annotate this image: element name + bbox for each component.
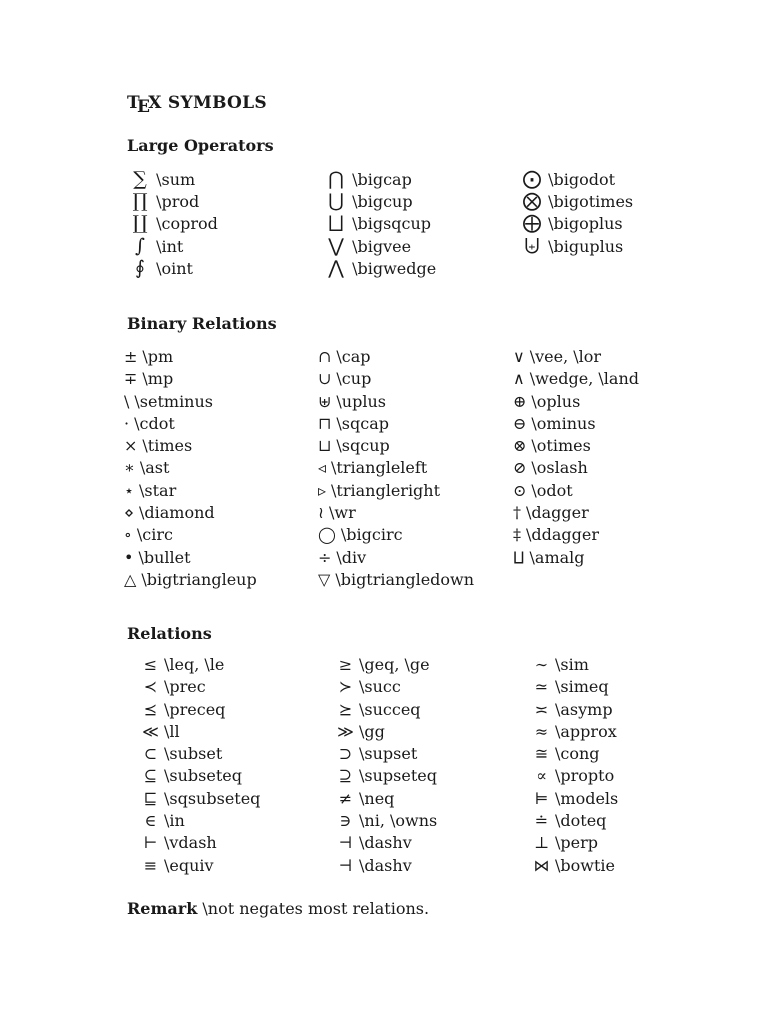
symbol-glyph: ≤ [143,655,158,674]
symbol-row [129,190,218,212]
symbol-glyph: ⨄ [524,234,540,257]
symbol-command: \bigvee [352,236,412,256]
symbol-glyph: ⋆ [124,480,135,500]
symbol-glyph: ∼ [534,655,549,674]
symbol-command: \int [156,236,184,256]
symbol-command: \pm [142,347,174,366]
symbol-row [124,368,257,390]
symbol-row [318,435,474,457]
symbol-row [513,457,639,479]
symbol-row [129,212,218,234]
symbol-command: \otimes [531,436,591,456]
symbol-row [513,413,639,435]
symbol-glyph: ‡ [513,525,521,545]
symbol-command: \leq, \le [164,655,225,674]
symbol-glyph: ∑ [133,168,147,190]
symbol-glyph: ≐ [534,811,549,831]
symbol-row [533,699,618,721]
symbol-glyph: ≅ [534,744,549,764]
symbol-row [513,547,639,569]
symbol-row [142,788,260,810]
symbol-row [521,168,633,190]
symbol-glyph: ⊔ [318,436,332,456]
symbol-command: \bigoplus [548,214,623,234]
symbol-command: \setminus [134,391,213,411]
symbol-glyph: ∨ [513,347,525,366]
title-text: SYMBOLS [161,93,267,113]
symbol-glyph: ⋂ [328,168,344,190]
symbol-command: \ast [139,458,170,478]
symbol-command: \propto [555,766,615,786]
symbol-row [318,346,474,368]
tex-logo-x: X [148,93,162,113]
symbol-command: \equiv [164,855,214,875]
symbol-command: \models [555,788,619,808]
symbol-row [533,654,618,676]
symbol-command: \oslash [531,458,588,478]
binary-relations-column-2 [318,346,474,591]
symbol-glyph: ⪯ [143,699,158,719]
symbol-row [129,168,218,190]
symbol-row [337,832,437,854]
relations-column-2 [337,654,437,877]
symbol-row [318,368,474,390]
symbol-glyph: ∮ [135,256,145,279]
symbol-glyph: † [513,503,521,523]
symbol-row [142,699,260,721]
symbol-row [337,765,437,787]
symbol-command: \star [139,480,177,500]
symbol-glyph: ⊖ [513,413,527,433]
symbol-glyph: ⊂ [143,744,158,764]
symbol-command: \vdash [164,833,217,853]
symbol-glyph: ⊑ [143,788,158,808]
large-operators-column-3 [521,168,633,257]
symbol-glyph: ⋈ [533,855,550,875]
symbol-glyph: ≈ [534,721,549,741]
page-title [127,93,267,117]
symbol-row [513,346,639,368]
symbol-row [533,676,618,698]
symbol-row [318,391,474,413]
symbol-command: \odot [531,480,573,500]
symbol-command: \amalg [529,547,585,567]
symbol-glyph: ∧ [513,369,525,389]
symbol-glyph: ⨆ [328,212,344,235]
symbol-command: \cdot [134,413,175,433]
symbol-command: \wedge, \land [529,369,639,389]
symbol-row [325,168,436,190]
symbol-row [337,788,437,810]
symbol-glyph: ≪ [142,721,159,741]
symbol-command: \bigcup [352,192,413,212]
binary-relations-column-3 [513,346,639,569]
symbol-row [533,832,618,854]
symbol-command: \doteq [555,811,607,831]
symbol-command: \sim [555,655,589,674]
symbol-row [325,190,436,212]
symbol-row [513,502,639,524]
symbol-glyph: ≥ [338,655,353,674]
symbol-glyph: ⪰ [338,699,353,719]
symbol-command: \approx [555,721,617,741]
symbol-command: \oplus [531,391,581,411]
symbol-glyph: ▹ [318,480,327,500]
symbol-row [318,502,474,524]
symbol-row [142,743,260,765]
symbol-glyph: ∈ [144,811,157,831]
symbol-glyph: ⊕ [513,391,527,411]
symbol-row [142,765,260,787]
relations-heading: Relations [127,624,212,643]
symbol-command: \sqcap [336,413,389,433]
symbol-glyph: ⨿ [513,547,525,567]
symbol-row [337,699,437,721]
symbol-row [318,547,474,569]
symbol-row [142,721,260,743]
symbol-glyph: ⊃ [338,744,353,764]
symbol-command: \cup [336,369,372,389]
symbol-row [521,235,633,257]
symbol-command: \biguplus [548,236,624,256]
symbol-row [337,676,437,698]
symbol-glyph: ⊗ [513,436,527,456]
symbol-command: \geq, \ge [359,655,430,674]
symbol-row [513,435,639,457]
symbol-glyph: ⊨ [534,788,549,808]
symbol-command: \asymp [555,699,613,719]
symbol-command: \subset [164,744,223,764]
symbol-row [533,765,618,787]
symbol-command: \ddagger [526,525,600,545]
relations-column-1 [142,654,260,877]
symbol-row [124,502,257,524]
symbol-row [513,368,639,390]
remark-label: Remark [127,899,198,918]
symbol-glyph: ∝ [536,766,547,786]
symbol-command: \subseteq [164,766,242,786]
symbol-glyph: ∘ [124,525,132,545]
symbol-glyph: ∫ [135,234,145,257]
symbol-command: \supset [359,744,418,764]
symbol-row [318,457,474,479]
symbol-command: \simeq [555,677,609,697]
tex-logo [127,93,162,117]
symbol-command: \dagger [526,503,589,523]
symbol-glyph: ⊥ [533,833,550,853]
symbol-command: \triangleright [331,480,441,500]
symbol-row [513,524,639,546]
symbol-glyph: ≃ [534,677,549,697]
tex-logo-t: T [127,93,140,113]
symbol-row [124,524,257,546]
symbol-command: \in [164,811,185,831]
symbol-row [337,743,437,765]
symbol-glyph: ÷ [318,547,332,567]
symbol-row [124,569,257,591]
symbol-glyph: ∋ [339,811,352,831]
symbol-command: \neq [359,788,395,808]
symbol-glyph: ⊙ [513,480,527,500]
symbol-command: \vee, \lor [529,347,602,366]
symbol-glyph: • [124,547,134,567]
symbol-command: \cong [555,744,600,764]
symbol-row [533,743,618,765]
symbol-glyph: × [124,436,138,456]
symbol-command: \perp [555,833,598,853]
symbol-command: \supseteq [359,766,437,786]
symbol-row [513,480,639,502]
symbol-command: \bigotimes [548,192,634,212]
symbol-row [124,457,257,479]
relations-column-3 [533,654,618,877]
symbol-command: \dashv [359,833,412,853]
symbol-glyph: ≠ [338,788,353,808]
symbol-command: \oint [156,258,193,278]
symbol-glyph: ⋀ [328,256,344,279]
symbol-row [325,212,436,234]
symbol-row [129,257,218,279]
symbol-command: \diamond [139,503,215,523]
symbol-glyph: ◯ [318,525,336,545]
symbol-command: \bowtie [555,855,615,875]
symbol-row [124,435,257,457]
symbol-command: \sum [156,170,196,189]
symbol-glyph: ⨂ [522,190,542,213]
binary-relations-column-1 [124,346,257,591]
symbol-glyph: ⨁ [522,212,542,235]
symbol-glyph: ∩ [318,347,332,366]
symbol-command: \succ [359,677,401,697]
symbol-glyph: ± [124,347,138,366]
symbol-glyph: ⊘ [513,458,527,478]
symbol-row [533,721,618,743]
symbol-command: \wr [329,503,356,523]
symbol-row [318,480,474,502]
symbol-row [337,855,437,877]
symbol-glyph: ∪ [318,369,332,389]
large-operators-column-1 [129,168,218,279]
symbol-command: \times [142,436,193,456]
symbol-command: \circ [136,525,173,545]
symbol-command: \ni, \owns [359,811,438,831]
symbol-row [513,391,639,413]
symbol-glyph: ≻ [338,677,353,697]
symbol-row [533,810,618,832]
symbol-command: \ominus [531,413,596,433]
symbol-row [337,721,437,743]
symbol-glyph: ⋄ [124,503,135,523]
symbol-glyph: △ [124,569,137,589]
symbol-row [142,855,260,877]
symbol-command: \bigtriangleup [141,569,257,589]
symbol-row [318,413,474,435]
symbol-glyph: ◃ [318,458,327,478]
symbol-command: \succeq [359,699,421,719]
symbol-command: \bullet [138,547,191,567]
symbol-row [521,190,633,212]
symbol-glyph: ∐ [132,212,148,235]
symbol-row [533,855,618,877]
symbol-row [124,547,257,569]
symbol-command: \sqsubseteq [164,788,261,808]
symbol-glyph: ⊣ [338,833,353,853]
symbol-glyph: ⋁ [328,234,344,257]
symbol-row [337,654,437,676]
symbol-glyph: ∏ [132,190,148,213]
symbol-row [318,524,474,546]
symbol-row [325,257,436,279]
symbol-glyph: ≡ [143,855,158,875]
symbol-command: \bigcap [352,170,412,189]
symbol-glyph: \ [124,391,130,411]
symbol-command: \preceq [164,699,226,719]
binary-relations-heading: Binary Relations [127,314,277,333]
symbol-row [325,235,436,257]
symbol-glyph: ⊆ [143,766,158,786]
symbol-command: \sqcup [336,436,390,456]
symbol-glyph: ≀ [318,503,324,523]
symbol-glyph: ⊢ [143,833,158,853]
symbol-command: \prec [164,677,206,697]
symbol-row [318,569,474,591]
symbol-row [142,676,260,698]
symbol-row [124,391,257,413]
symbol-glyph: ⊎ [318,391,332,411]
symbol-row [337,810,437,832]
large-operators-column-2 [325,168,436,279]
symbol-glyph: ≺ [143,677,158,697]
symbol-command: \bigtriangledown [335,569,475,589]
symbol-glyph: · [124,413,130,433]
symbol-command: \bigsqcup [352,214,432,234]
symbol-glyph: ⋃ [328,190,344,213]
symbol-command: \prod [156,192,200,212]
symbol-glyph: ⊓ [318,413,332,433]
symbol-row [533,788,618,810]
symbol-command: \coprod [156,214,218,234]
symbol-row [124,413,257,435]
symbol-row [521,212,633,234]
symbol-glyph: ⨀ [522,168,542,190]
symbol-row [142,832,260,854]
remark-text: \not negates most relations. [197,899,430,918]
symbol-row [142,810,260,832]
symbol-command: \div [336,547,367,567]
symbol-command: \bigcirc [340,525,403,545]
symbol-command: \triangleleft [331,458,428,478]
symbol-command: \ll [164,721,180,741]
symbol-glyph: ⊣ [338,855,353,875]
large-operators-heading: Large Operators [127,136,274,155]
symbol-command: \gg [359,721,385,741]
symbol-glyph: ∗ [124,458,135,478]
symbol-glyph: ≫ [337,721,354,741]
symbol-glyph: ∓ [124,369,138,389]
symbol-row [142,654,260,676]
symbol-row [124,480,257,502]
symbol-row [129,235,218,257]
symbol-command: \bigodot [548,170,616,189]
symbol-row [124,346,257,368]
symbol-glyph: ⊇ [338,766,353,786]
remark [127,899,429,918]
tex-logo-e: E [136,97,151,117]
symbol-command: \bigwedge [352,258,437,278]
symbol-glyph: ≍ [534,699,549,719]
symbol-command: \uplus [336,391,386,411]
symbol-glyph: ▽ [318,569,331,589]
symbol-command: \mp [142,369,174,389]
symbol-command: \cap [336,347,371,366]
symbol-command: \dashv [359,855,412,875]
